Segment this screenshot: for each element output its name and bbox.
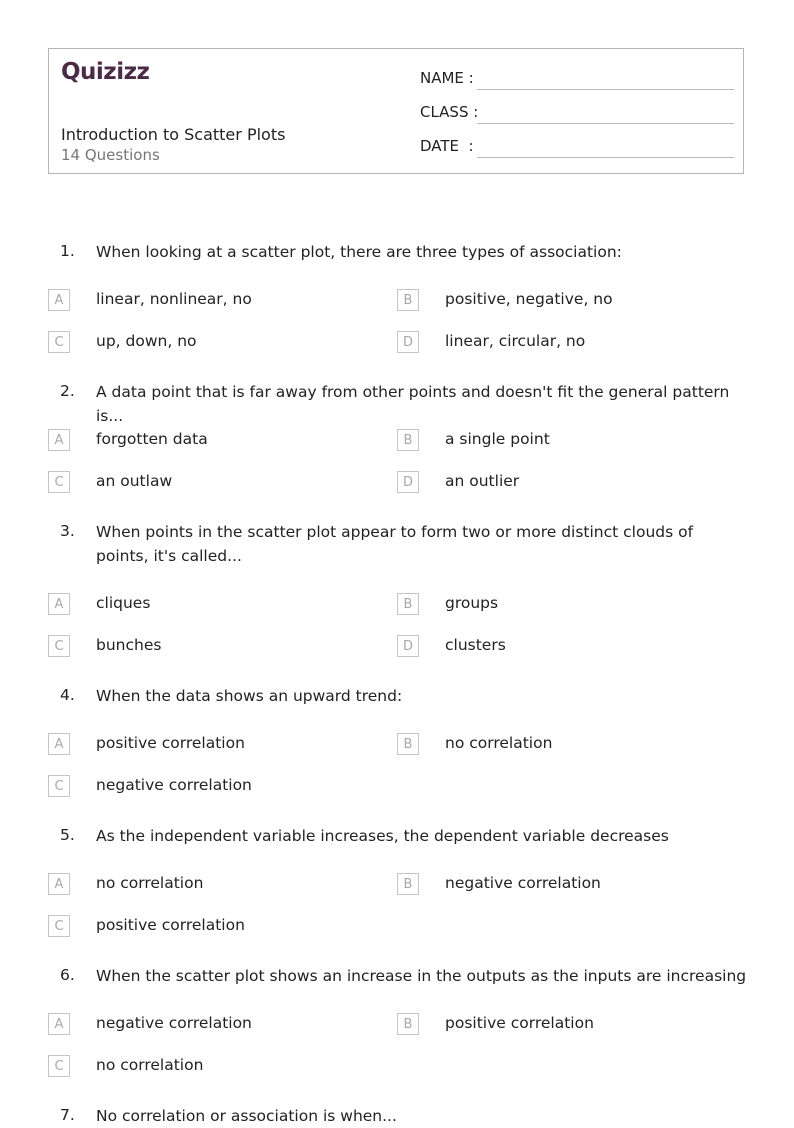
option-text: negative correlation (96, 1014, 252, 1032)
option-text: forgotten data (96, 430, 208, 448)
date-field[interactable] (420, 137, 734, 159)
option-text: linear, circular, no (445, 332, 586, 350)
option-letter: B (397, 733, 419, 755)
date-label: DATE : (420, 137, 474, 155)
option-text: bunches (96, 636, 162, 654)
option-text: no correlation (96, 1056, 204, 1074)
worksheet-header (48, 48, 744, 174)
option-text: positive correlation (445, 1014, 594, 1032)
option-text: clusters (445, 636, 506, 654)
name-field[interactable] (420, 69, 734, 91)
question-text: When the data shows an upward trend: (96, 687, 403, 705)
option-letter: C (48, 471, 70, 493)
option-text: an outlier (445, 472, 520, 490)
date-line[interactable] (477, 157, 734, 158)
question-text: No correlation or association is when... (96, 1107, 397, 1125)
question-number: 7. (60, 1106, 75, 1124)
option-letter: A (48, 733, 70, 755)
option-letter: B (397, 1013, 419, 1035)
question-number: 1. (60, 242, 75, 260)
question-text: When points in the scatter plot appear to form two or more distinct clouds of points, it's called... (96, 523, 694, 565)
option-letter: D (397, 635, 419, 657)
option-text: positive, negative, no (445, 290, 613, 308)
option-letter: C (48, 331, 70, 353)
option-letter: A (48, 1013, 70, 1035)
option-text: negative correlation (445, 874, 601, 892)
question-text: When the scatter plot shows an increase in the outputs as the inputs are increasing (96, 967, 747, 985)
option-letter: B (397, 289, 419, 311)
question-count: 14 Questions (61, 146, 160, 164)
question-text: As the independent variable increases, the dependent variable decreases (96, 827, 669, 845)
option-letter: C (48, 775, 70, 797)
option-text: cliques (96, 594, 151, 612)
question-number: 3. (60, 522, 75, 540)
name-line[interactable] (477, 89, 734, 90)
option-text: a single point (445, 430, 550, 448)
name-label: NAME : (420, 69, 474, 87)
option-letter: C (48, 1055, 70, 1077)
worksheet-title: Introduction to Scatter Plots (61, 125, 286, 144)
option-text: no correlation (445, 734, 553, 752)
quizizz-logo: Quizizz (61, 59, 150, 85)
option-letter: D (397, 471, 419, 493)
question-text: A data point that is far away from other points and doesn't fit the general pattern is... (96, 383, 730, 425)
question-text: When looking at a scatter plot, there are three types of association: (96, 243, 622, 261)
option-letter: C (48, 635, 70, 657)
question-number: 6. (60, 966, 75, 984)
option-text: negative correlation (96, 776, 252, 794)
option-text: linear, nonlinear, no (96, 290, 252, 308)
option-letter: B (397, 593, 419, 615)
question-number: 5. (60, 826, 75, 844)
class-line[interactable] (477, 123, 734, 124)
question-number: 2. (60, 382, 75, 400)
class-label: CLASS : (420, 103, 479, 121)
option-text: groups (445, 594, 499, 612)
option-letter: B (397, 429, 419, 451)
question-number: 4. (60, 686, 75, 704)
option-letter: B (397, 873, 419, 895)
option-letter: A (48, 593, 70, 615)
option-text: no correlation (96, 874, 204, 892)
option-letter: C (48, 915, 70, 937)
option-letter: A (48, 429, 70, 451)
option-text: an outlaw (96, 472, 173, 490)
option-text: up, down, no (96, 332, 197, 350)
class-field[interactable] (420, 103, 734, 125)
option-letter: A (48, 289, 70, 311)
option-letter: A (48, 873, 70, 895)
option-text: positive correlation (96, 734, 245, 752)
option-letter: D (397, 331, 419, 353)
option-text: positive correlation (96, 916, 245, 934)
